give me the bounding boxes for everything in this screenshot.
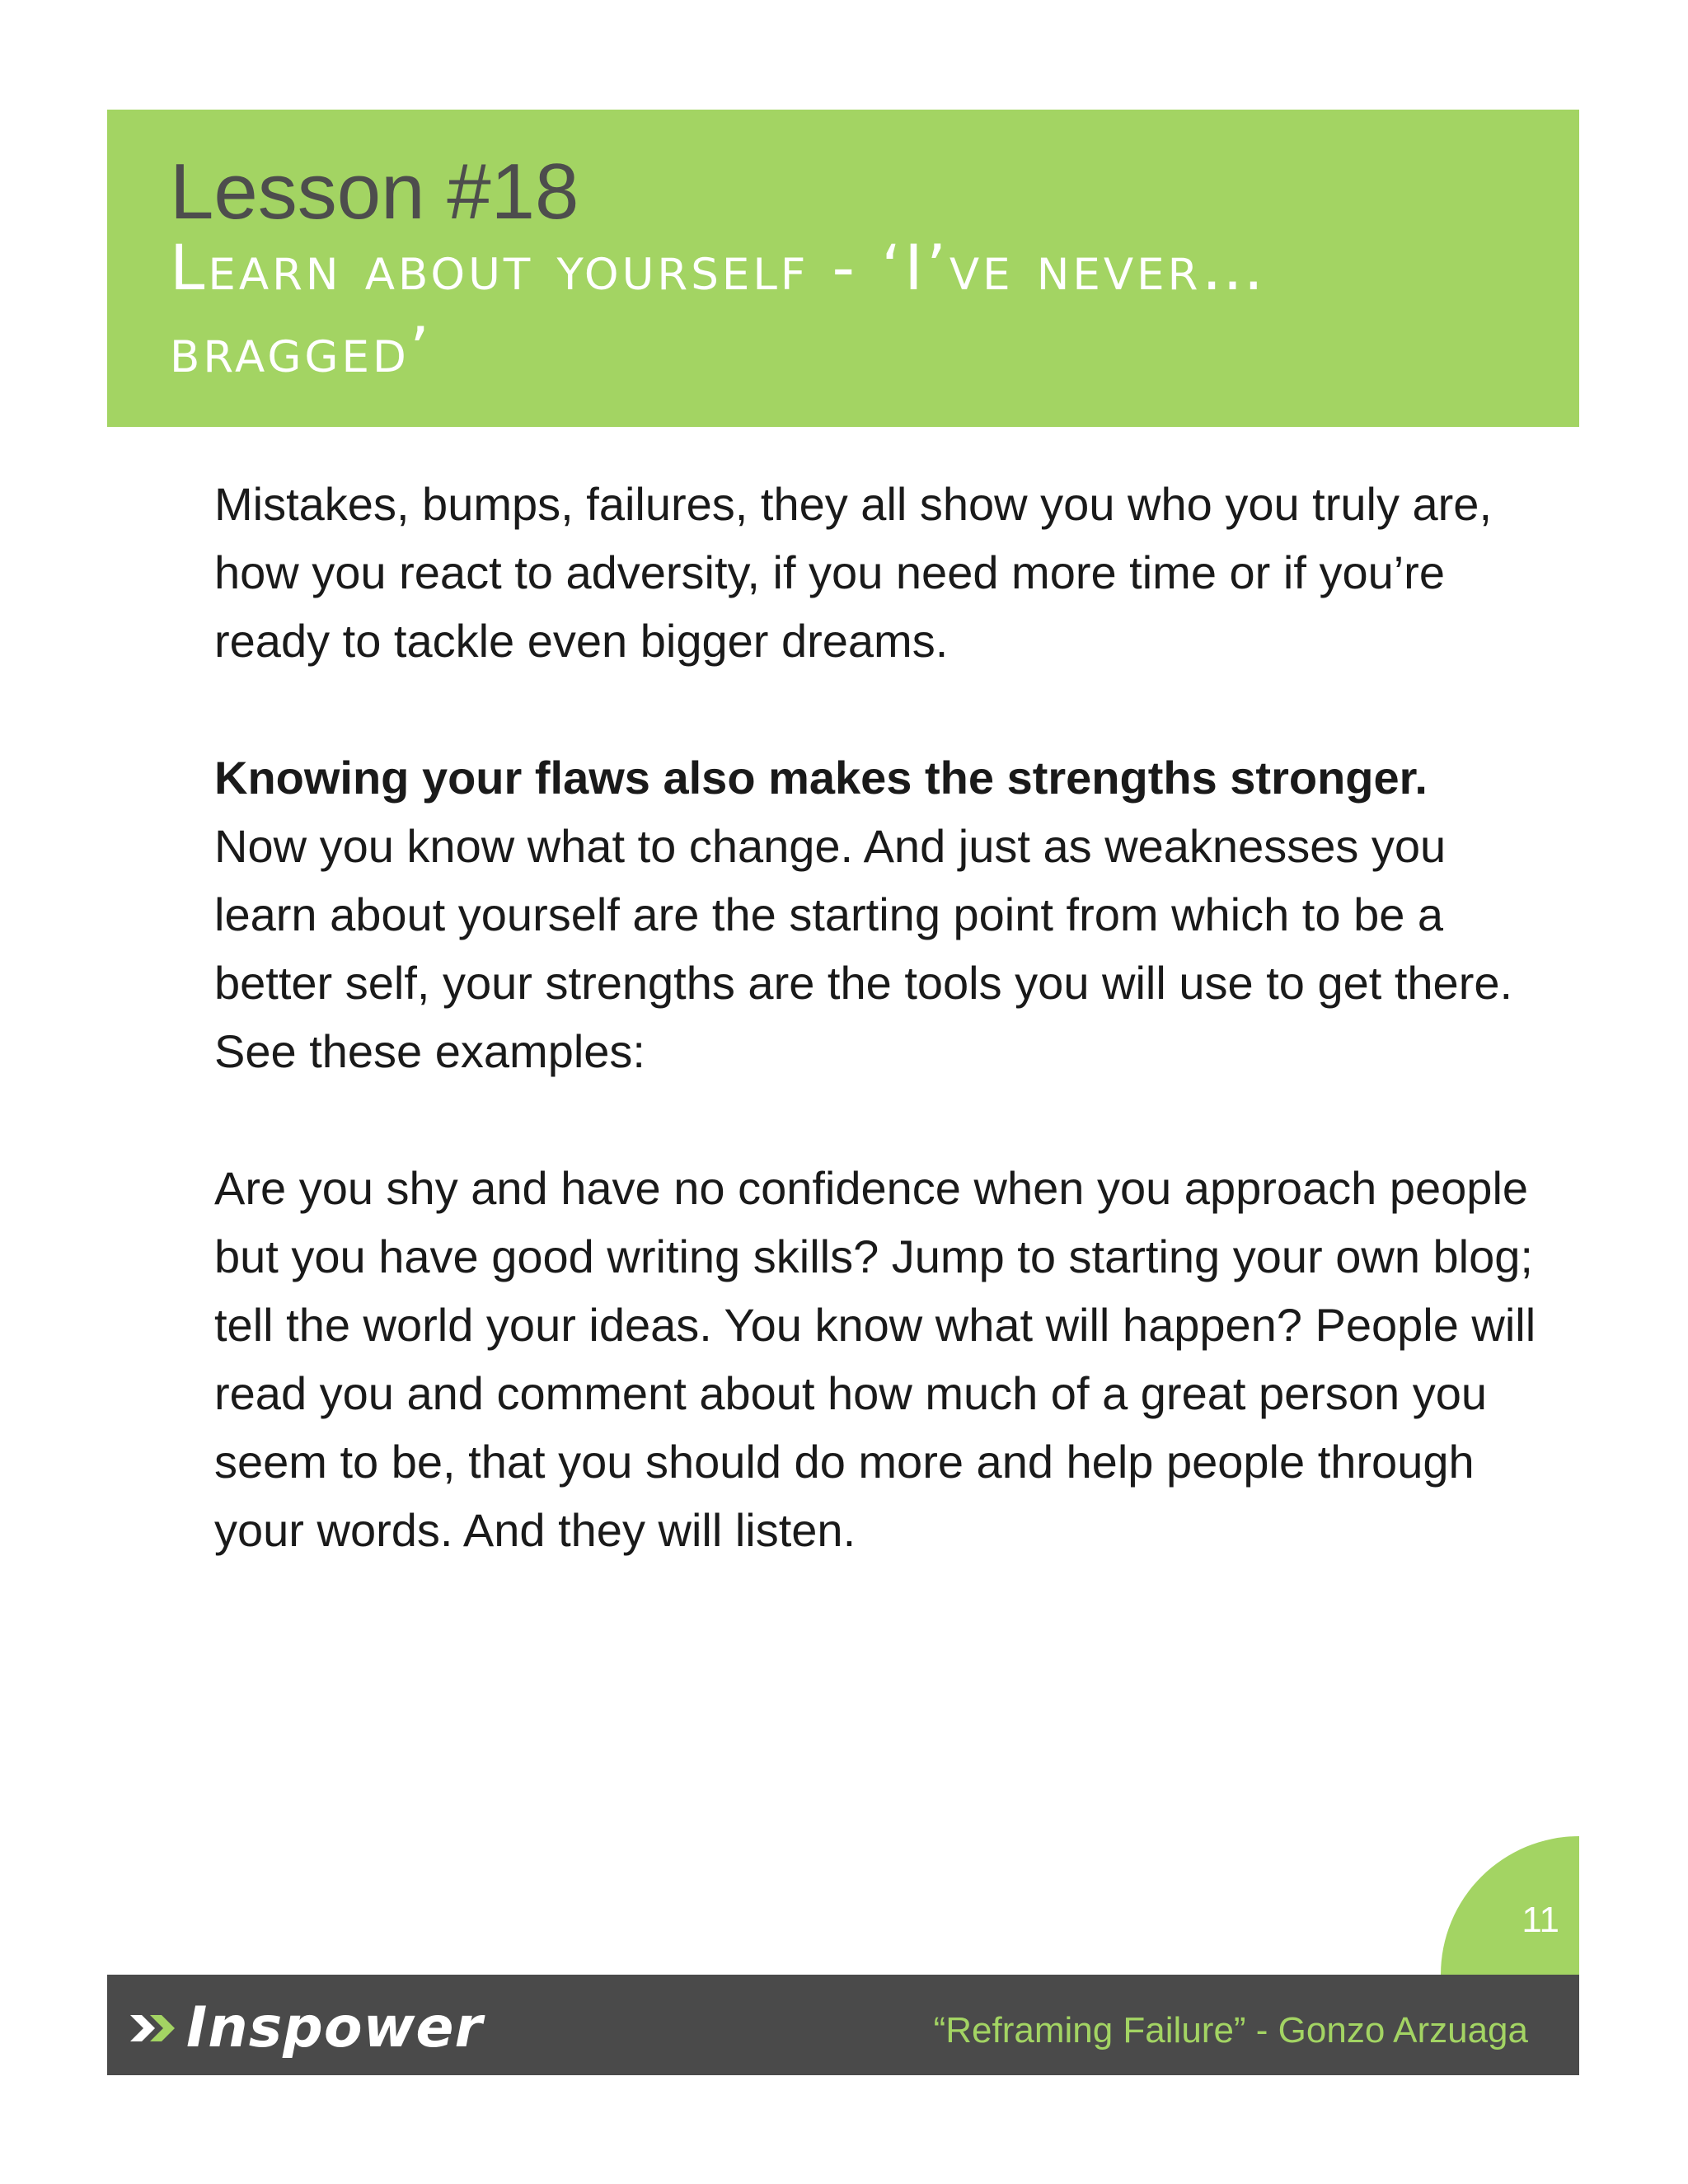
footer-quote: “Reframing Failure” - Gonzo Arzuaga — [933, 2010, 1528, 2050]
lesson-title: Learn about yourself - ‘I’ve never… bragged’ — [170, 231, 1268, 387]
paragraph-lead: Knowing your flaws also makes the strengths stronger. — [214, 752, 1428, 804]
paragraph-example: Are you shy and have no confidence when you approach people but you have good writing skills? Jump to starting your own blog; tell the world your ideas. You know what will happen? People will read you and comment about how much of a great person you seem to be, that you should do more and help people through your words. And they will listen. — [214, 1162, 1536, 1556]
page-number-tab — [1441, 1836, 1579, 1975]
page-number: 11 — [1522, 1900, 1559, 1940]
paragraph-intro: Mistakes, bumps, failures, they all show you who you truly are, how you react to adversity, if you need more time or if you’re ready to tackle even bigger dreams. — [214, 478, 1493, 667]
footer-bar — [107, 1975, 1579, 2075]
lesson-header — [107, 110, 1579, 427]
brand-logo — [127, 1995, 484, 2060]
lesson-number: Lesson #18 — [170, 148, 579, 236]
paragraph-strengths — [214, 743, 1550, 1085]
brand-name: Inspower — [186, 1995, 484, 2060]
double-chevron-icon — [127, 2010, 185, 2046]
lesson-body — [214, 470, 1550, 1564]
paragraph-strengths-text: Now you know what to change. And just as weaknesses you learn about yourself are the starting point from which to be a better self, your strengths are the tools you will use to get there. See these examples: — [214, 820, 1513, 1077]
